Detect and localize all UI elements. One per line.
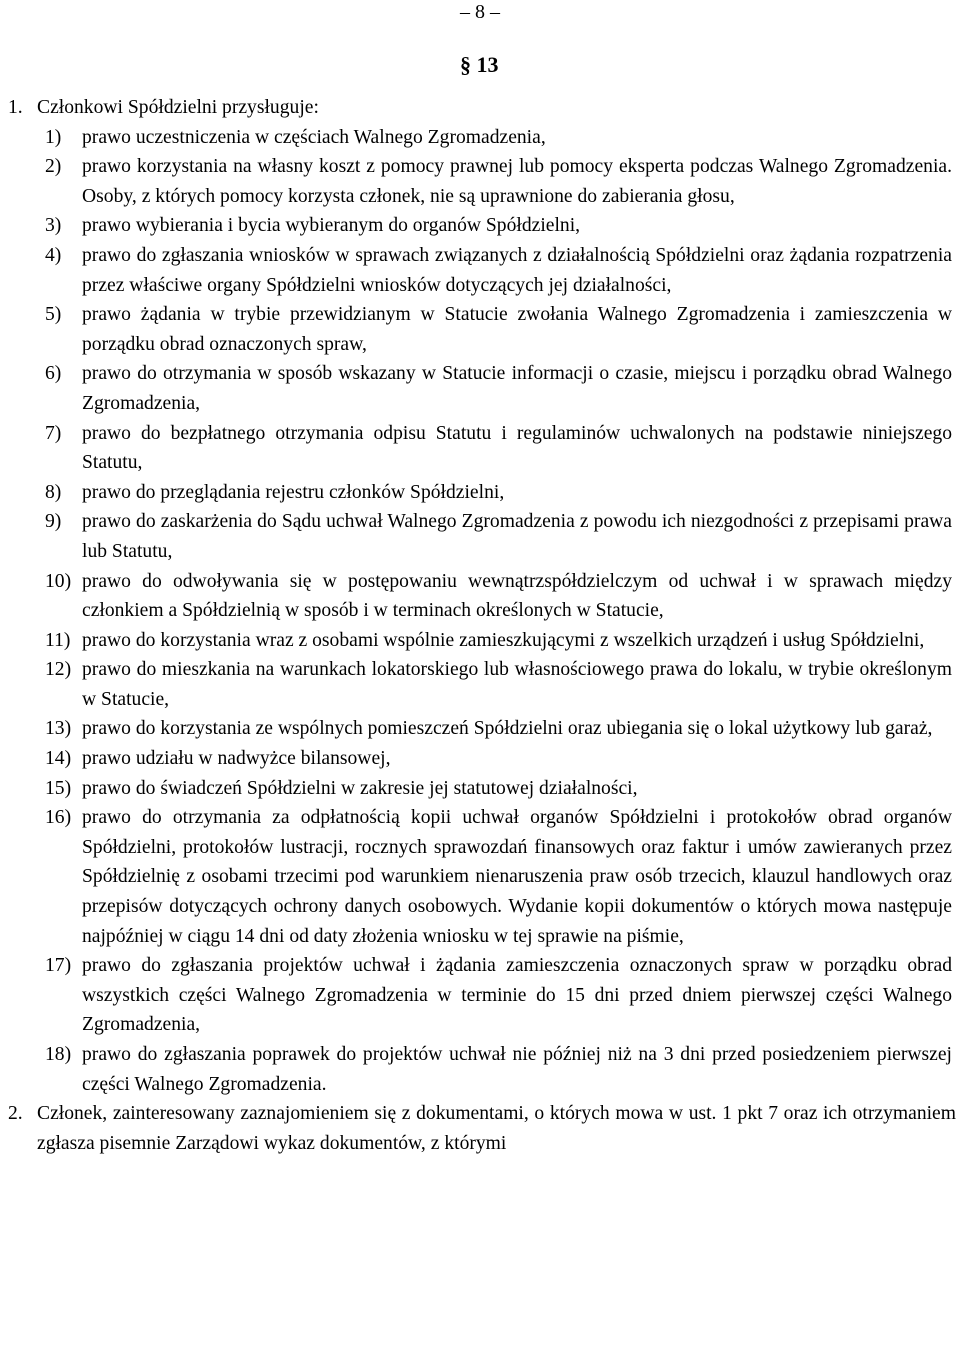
list-item	[37, 714, 956, 744]
list-item	[37, 359, 956, 418]
list-item-number: 7)	[45, 422, 62, 444]
list-item	[37, 774, 956, 804]
paragraph-number: 2.	[8, 1103, 23, 1125]
rights-list	[37, 123, 956, 1100]
list-item-number: 3)	[45, 215, 62, 237]
list-item-text: prawo uczestniczenia w częściach Walnego Zgromadzenia,	[82, 126, 546, 148]
list-item-text: prawo udziału w nadwyżce bilansowej,	[82, 748, 391, 770]
list-item-text: prawo do świadczeń Spółdzielni w zakresie jej statutowej działalności,	[82, 777, 638, 799]
list-item-number: 12)	[45, 659, 72, 681]
list-item-text: prawo do zaskarżenia do Sądu uchwał Walnego Zgromadzenia z powodu ich niezgodności z przepisami prawa lub Statutu,	[82, 511, 952, 562]
list-item-number: 5)	[45, 304, 62, 326]
list-item	[37, 803, 956, 951]
list-item-number: 16)	[45, 807, 72, 829]
list-item	[37, 951, 956, 1040]
list-item-text: prawo do bezpłatnego otrzymania odpisu Statutu i regulaminów uchwalonych na podstawie niniejszego Statutu,	[82, 422, 952, 474]
list-item	[37, 123, 956, 153]
list-item-number: 10)	[45, 570, 72, 592]
paragraph-text: Członkowi Spółdzielni przysługuje:	[37, 97, 319, 118]
list-item-number: 8)	[45, 481, 62, 503]
list-item-text: prawo do otrzymania za odpłatnością kopii uchwał organów Spółdzielni i protokołów obrad organów Spółdzielni, protokołów lustracji, rocznych sprawozdań finansowych oraz faktur i umów zawieranych przez Spółdzielnię z osobami trzecimi pod warunkiem nienaruszenia praw osób trzecich, klauzul handlowych oraz przepisów dotyczących ochrony danych osobowych. Wydanie kopii dokumentów o których mowa następuje najpóźniej w ciągu 14 dni od daty złożenia wniosku w tej sprawie na piśmie,	[82, 807, 952, 947]
list-item	[37, 1040, 956, 1099]
list-item-number: 9)	[45, 511, 62, 533]
list-item-number: 17)	[45, 955, 72, 977]
list-item-text: prawo korzystania na własny koszt z pomocy prawnej lub pomocy eksperta podczas Walnego Zgromadzenia. Osoby, z których pomocy korzysta członek, nie są uprawnione do zabierania głosu,	[82, 156, 952, 207]
section-heading: § 13	[460, 52, 499, 77]
list-item-text: prawo do przeglądania rejestru członków Spółdzielni,	[82, 481, 505, 503]
list-item	[37, 152, 956, 211]
list-item	[37, 507, 956, 566]
list-item-text: prawo żądania w trybie przewidzianym w Statucie zwołania Walnego Zgromadzenia i zamieszczenia w porządku obrad oznaczonych spraw,	[82, 304, 952, 355]
list-item	[37, 567, 956, 626]
list-item	[37, 419, 956, 478]
list-item-text: prawo do zgłaszania projektów uchwał i żądania zamieszczenia oznaczonych spraw w porządku obrad wszystkich części Walnego Zgromadzenia w terminie do 15 dni przed dniem pierwszej części Walnego Zgromadzenia,	[82, 955, 952, 1036]
paragraph-1	[0, 93, 960, 1099]
list-item-text: prawo do odwoływania się w postępowaniu wewnątrzspółdzielczym od uchwał i w sprawach między członkiem a Spółdzielnią w sposób i w terminach określonych w Statucie,	[82, 570, 952, 622]
list-item-number: 1)	[45, 126, 62, 148]
list-item	[37, 744, 956, 774]
list-item-text: prawo do otrzymania w sposób wskazany w Statucie informacji o czasie, miejscu i porządku obrad Walnego Zgromadzenia,	[82, 363, 952, 414]
list-item-text: prawo wybierania i bycia wybieranym do organów Spółdzielni,	[82, 215, 581, 237]
list-item-text: prawo do korzystania ze wspólnych pomieszczeń Spółdzielni oraz ubiegania się o lokal użytkowy lub garaż,	[82, 718, 933, 740]
list-item-number: 14)	[45, 748, 72, 770]
list-item-number: 15)	[45, 777, 72, 799]
page-number: – 8 –	[460, 1, 500, 23]
paragraph-number: 1.	[8, 97, 23, 118]
list-item	[37, 241, 956, 300]
list-item-text: prawo do korzystania wraz z osobami wspólnie zamieszkującymi z wszelkich urządzeń i usług Spółdzielni,	[82, 629, 925, 651]
paragraph-2	[0, 1099, 960, 1158]
list-item	[37, 300, 956, 359]
list-item	[37, 626, 956, 656]
list-item-number: 6)	[45, 363, 62, 385]
list-item-number: 13)	[45, 718, 72, 740]
list-item-text: prawo do zgłaszania poprawek do projektów uchwał nie później niż na 3 dni przed posiedzeniem pierwszej części Walnego Zgromadzenia.	[82, 1044, 952, 1095]
list-item-number: 4)	[45, 244, 62, 266]
paragraph-text: Członek, zainteresowany zaznajomieniem się z dokumentami, o których mowa w ust. 1 pkt 7 oraz ich otrzymaniem zgłasza pisemnie Zarządowi wykaz dokumentów, z którymi	[37, 1103, 956, 1154]
list-item-number: 18)	[45, 1044, 72, 1065]
list-item	[37, 211, 956, 241]
list-item	[37, 478, 956, 508]
list-item	[37, 655, 956, 714]
document-body	[0, 93, 960, 1158]
list-item-number: 11)	[45, 629, 71, 651]
list-item-text: prawo do zgłaszania wniosków w sprawach związanych z działalnością Spółdzielni oraz żądania rozpatrzenia przez właściwe organy Spółdzielni wniosków dotyczących jej działalności,	[82, 244, 952, 296]
list-item-number: 2)	[45, 156, 62, 178]
list-item-text: prawo do mieszkania na warunkach lokatorskiego lub własnościowego prawa do lokalu, w trybie określonym w Statucie,	[82, 659, 952, 710]
